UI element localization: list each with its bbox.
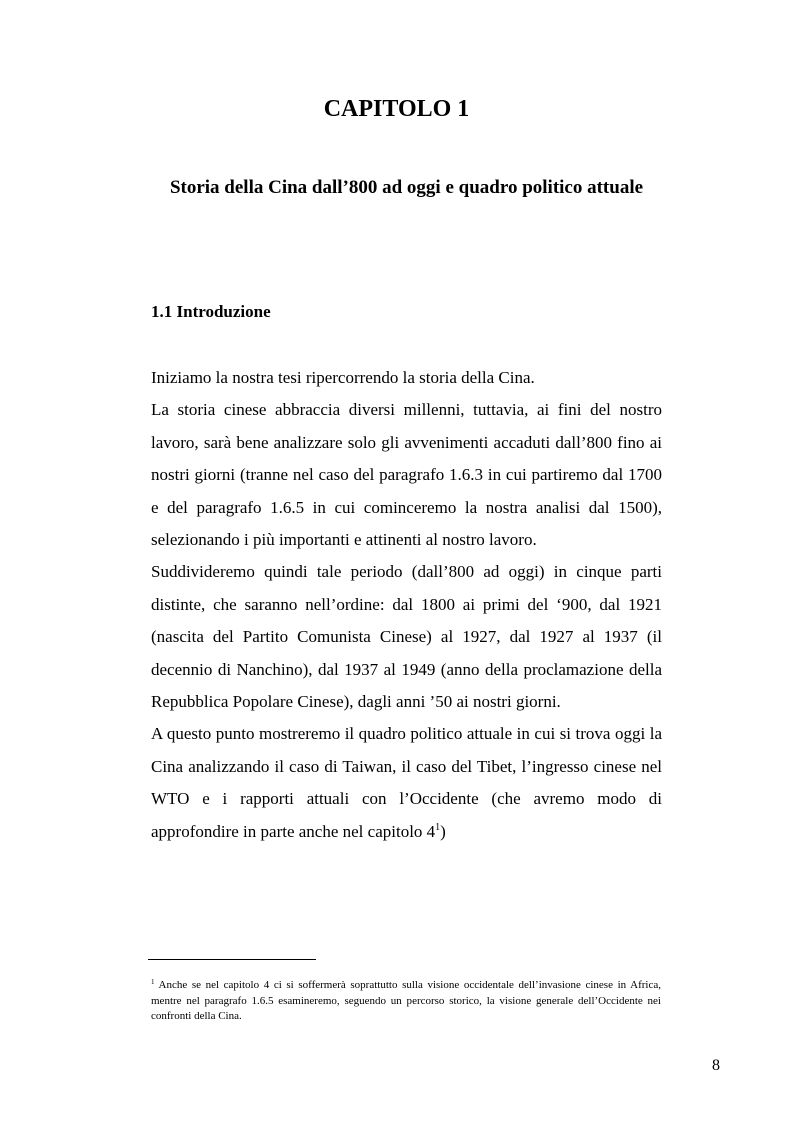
footnote-text: Anche se nel capitolo 4 ci si soffermerà soprattutto sulla visione occidentale dell’invasione cinese in Africa, mentre nel paragrafo 1.6.5 esamineremo, seguendo un percorso storico, la visione generale dell’Occidente nei confronti della Cina. xyxy=(151,979,661,1022)
footnote-marker: 1 xyxy=(151,978,155,986)
body-paragraph-4-text: A questo punto mostreremo il quadro politico attuale in cui si trova oggi la Cina analizzando il caso di Taiwan, il caso del Tibet, l’ingresso cinese nel WTO e i rapporti attuali con l’Occidente (che avremo modo di approfondire in parte anche nel capitolo 4 xyxy=(151,724,662,841)
section-heading: 1.1 Introduzione xyxy=(151,302,271,321)
body-paragraph-2: La storia cinese abbraccia diversi millenni, tuttavia, ai fini del nostro lavoro, sarà bene analizzare solo gli avvenimenti accaduti dall’800 fino ai nostri giorni (tranne nel caso del paragrafo 1.6.3 in cui partiremo dal 1700 e del paragrafo 1.6.5 in cui cominceremo la nostra analisi dal 1500), selezionando i più importanti e attinenti al nostro lavoro. xyxy=(151,400,662,550)
body-paragraph-3: Suddivideremo quindi tale periodo (dall’800 ad oggi) in cinque parti distinte, che saranno nell’ordine: dal 1800 ai primi del ‘900, dal 1921 (nascita del Partito Comunista Cinese) al 1927, dal 1927 al 1937 (il decennio di Nanchino), dal 1937 al 1949 (anno della proclamazione della Repubblica Popolare Cinese), dagli anni ’50 ai nostri giorni. xyxy=(151,562,662,712)
body-paragraph-4 xyxy=(151,718,662,848)
footnote-separator xyxy=(148,959,316,960)
footnote xyxy=(151,978,661,1025)
body-text xyxy=(151,362,662,848)
chapter-subtitle: Storia della Cina dall’800 ad oggi e quadro politico attuale xyxy=(169,177,644,198)
chapter-title: CAPITOLO 1 xyxy=(323,96,470,122)
body-paragraph-4-tail: ) xyxy=(440,821,446,841)
footnote-reference[interactable]: 1 xyxy=(435,821,441,833)
body-paragraph-1: Iniziamo la nostra tesi ripercorrendo la storia della Cina. xyxy=(151,368,535,387)
page-number: 8 xyxy=(712,1057,720,1074)
